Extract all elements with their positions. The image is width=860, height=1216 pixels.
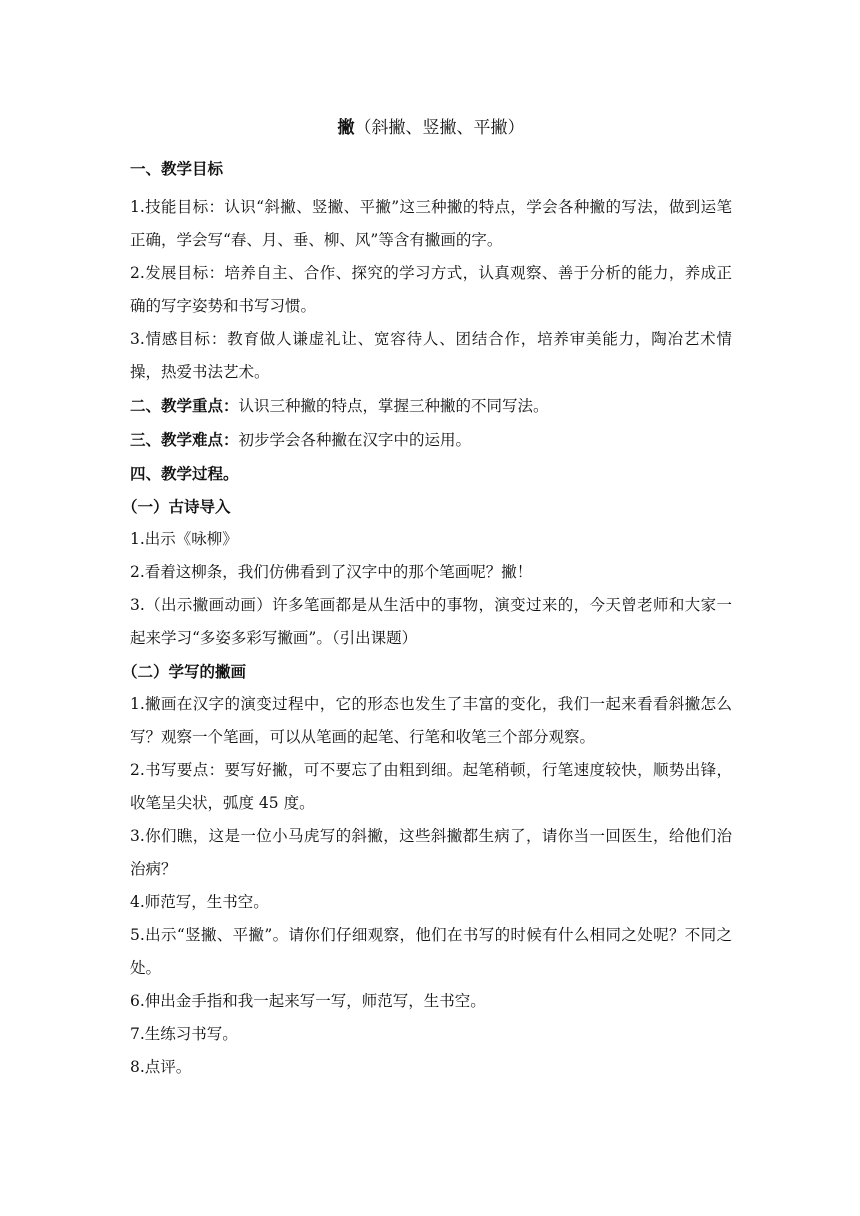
part2-heading: （二）学写的撇画 bbox=[122, 662, 247, 681]
part1-item: 1.出示《咏柳》 bbox=[130, 530, 238, 548]
part2-item: 8.点评。 bbox=[130, 1058, 192, 1076]
key-point bbox=[130, 389, 732, 423]
key-point-text: 认识三种撇的特点，掌握三种撇的不同写法。 bbox=[238, 397, 549, 415]
part2-item: 2.书写要点：要写好撇，可不要忘了由粗到细。起笔稍顿，行笔速度较快，顺势出锋，收笔呈尖状，弧度 45 度。 bbox=[130, 761, 732, 812]
objective-item: 1.技能目标：认识“斜撇、竖撇、平撇”这三种撇的特点，学会各种撇的写法，做到运笔正确，学会写“春、月、垂、柳、风”等含有撇画的字。 bbox=[130, 198, 732, 249]
part1-heading: （一）古诗导入 bbox=[122, 497, 231, 516]
objectives-heading: 一、教学目标 bbox=[130, 159, 224, 178]
part2-item: 3.你们瞧，这是一位小马虎写的斜撇，这些斜撇都生病了，请你当一回医生，给他们治治病？ bbox=[130, 827, 732, 878]
document-title bbox=[130, 114, 732, 142]
difficulty-text: 初步学会各种撇在汉字中的运用。 bbox=[238, 431, 472, 449]
part1-item: 2.看着这柳条，我们仿佛看到了汉字中的那个笔画呢？撇！ bbox=[130, 563, 533, 581]
part2-item: 1.撇画在汉字的演变过程中，它的形态也发生了丰富的变化，我们一起来看看斜撇怎么写？观察一个笔画，可以从笔画的起笔、行笔和收笔三个部分观察。 bbox=[130, 695, 732, 746]
part2-item: 4.师范写，生书空。 bbox=[130, 893, 269, 911]
difficulty-point bbox=[130, 423, 732, 457]
difficulty-label: 三、教学难点： bbox=[130, 430, 239, 449]
objective-item: 3.情感目标：教育做人谦虚礼让、宽容待人、团结合作，培养审美能力，陶冶艺术情操，热爱书法艺术。 bbox=[130, 330, 732, 381]
document-page bbox=[122, 114, 732, 1084]
part2-item: 5.出示“竖撇、平撇”。请你们仔细观察，他们在书写的时候有什么相同之处呢？不同之处。 bbox=[130, 926, 732, 977]
title-sub: （斜撇、竖撇、平撇） bbox=[354, 118, 525, 138]
process-heading: 四、教学过程。 bbox=[130, 464, 239, 483]
part1-item: 3.（出示撇画动画）许多笔画都是从生活中的事物，演变过来的，今天曾老师和大家一起来学习“多姿多彩写撇画”。（引出课题） bbox=[130, 596, 732, 647]
key-point-label: 二、教学重点： bbox=[130, 396, 239, 415]
part2-item: 6.伸出金手指和我一起来写一写，师范写，生书空。 bbox=[130, 992, 486, 1010]
objective-item: 2.发展目标：培养自主、合作、探究的学习方式，认真观察、善于分析的能力，养成正确的写字姿势和书写习惯。 bbox=[130, 264, 732, 315]
part2-item: 7.生练习书写。 bbox=[130, 1025, 238, 1043]
title-main: 撇 bbox=[337, 118, 355, 138]
